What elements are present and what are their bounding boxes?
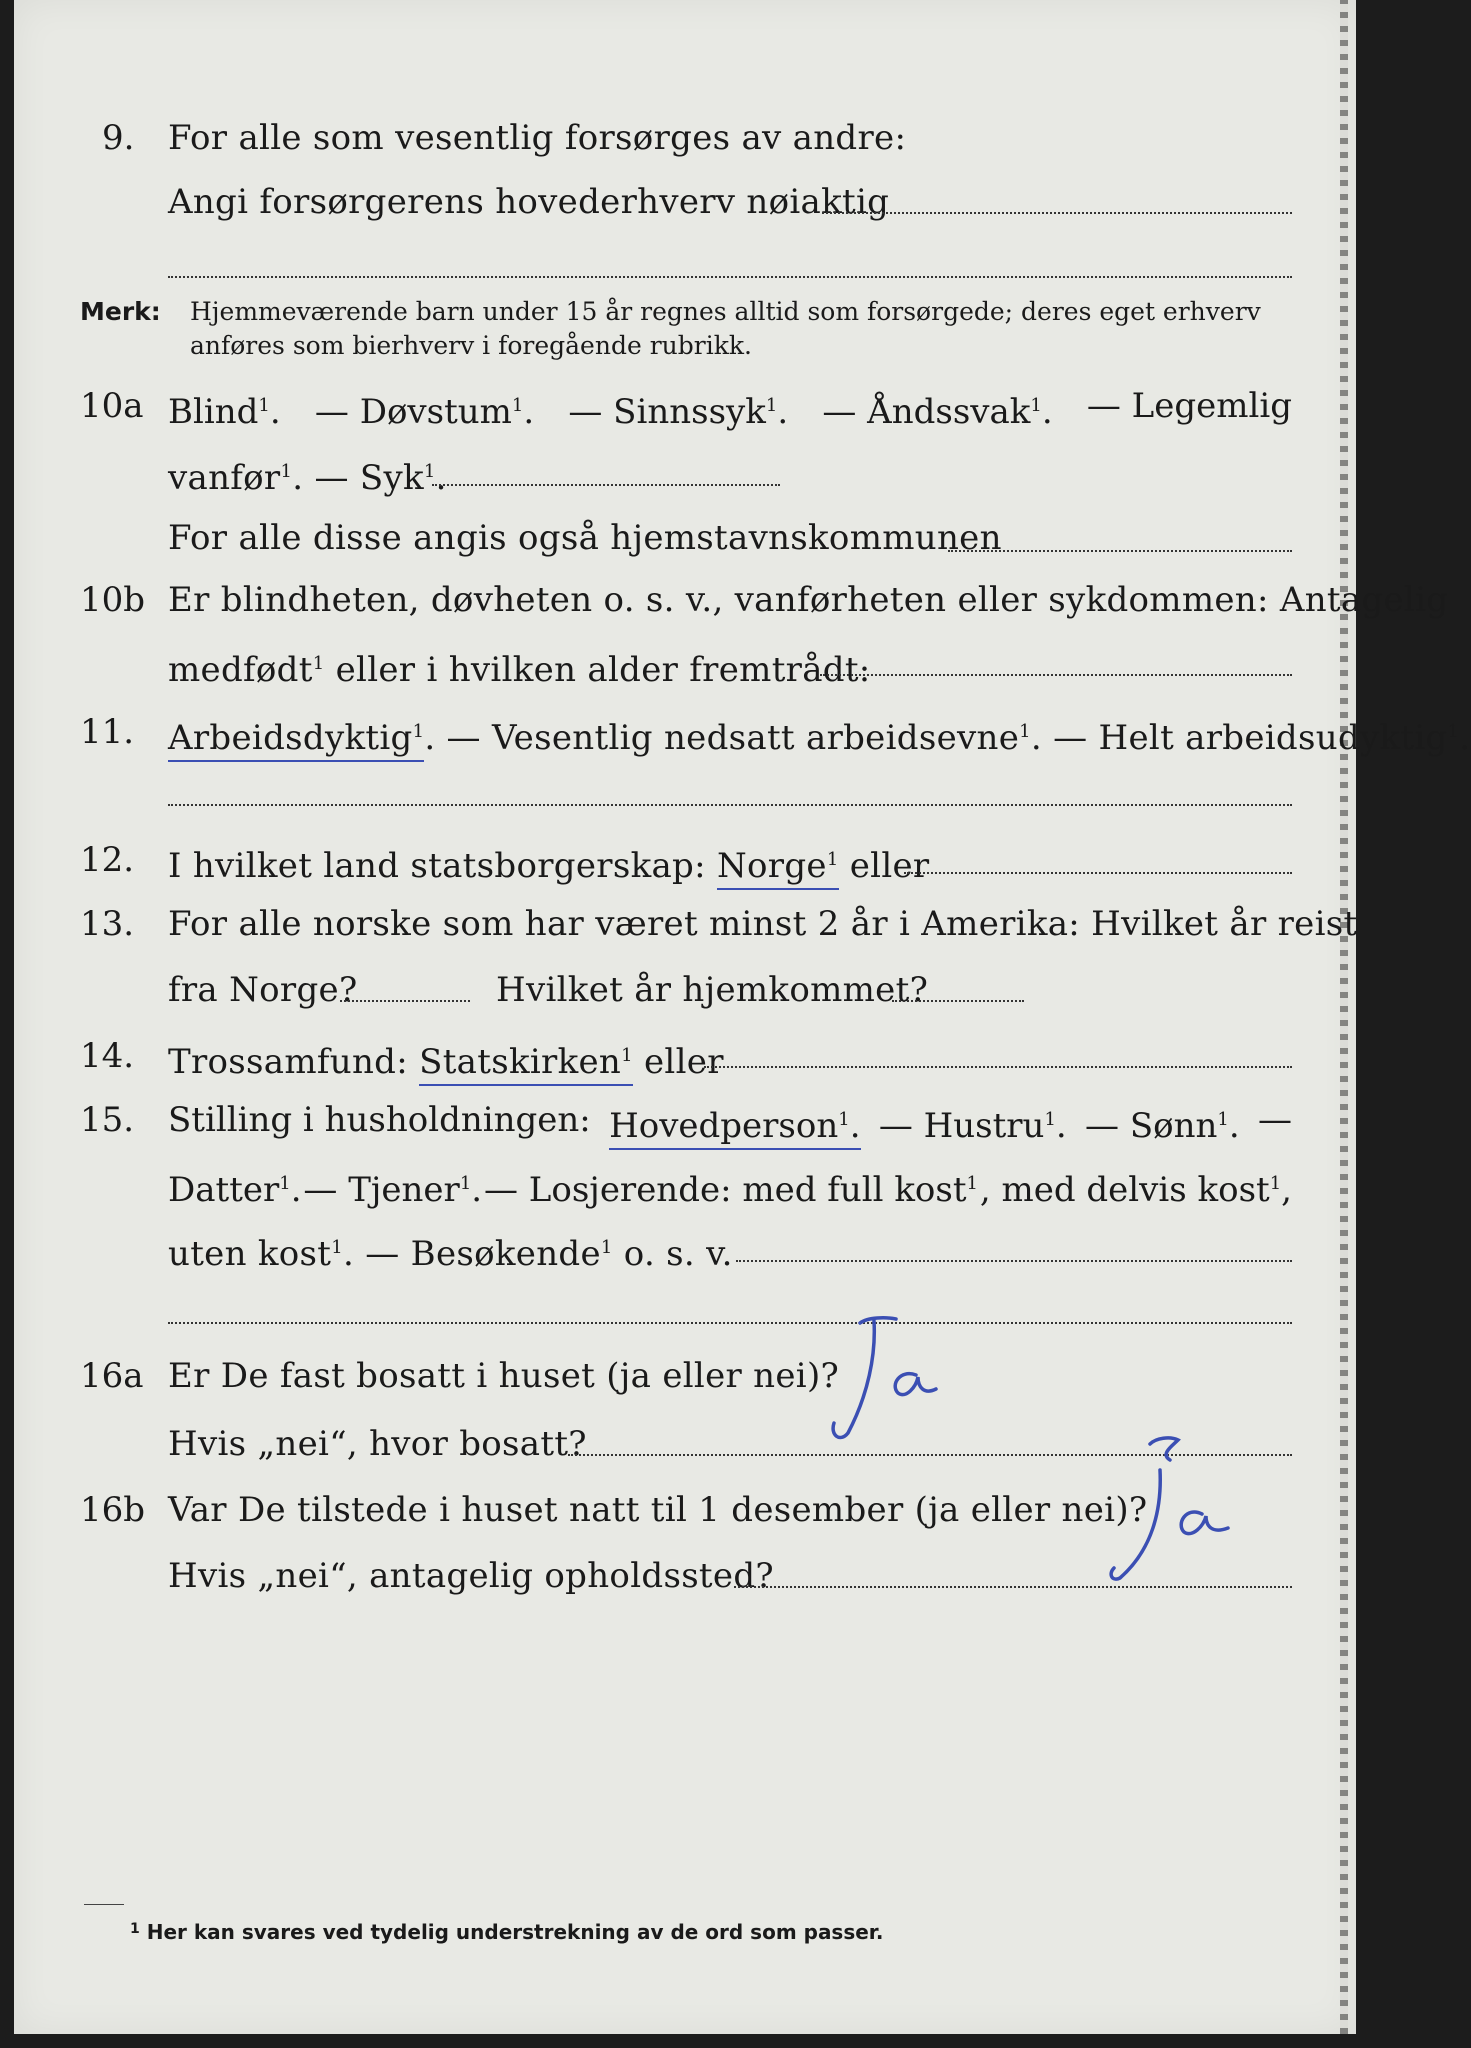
q9-number: 9. <box>102 118 135 158</box>
option-arbeidsudyktig[interactable]: — Helt arbeidsudyktig$^1$. <box>1053 718 1471 758</box>
q15-line2 <box>168 1164 1292 1210</box>
option-tjener[interactable]: — Tjener$^1$. <box>303 1170 483 1210</box>
option-sinnssyk[interactable]: — Sinnssyk$^1$. <box>568 392 789 432</box>
q9-answer-field[interactable] <box>822 212 1292 214</box>
merk-label: Merk: <box>80 297 161 326</box>
q16a-number: 16a <box>80 1356 144 1396</box>
q10a-line2 <box>168 452 447 498</box>
option-medfodt[interactable]: medfødt$^1$ <box>168 650 325 690</box>
q10b-line1: Er blindheten, døvheten o. s. v., vanførheten eller sykdommen: Antagelig <box>168 580 1449 620</box>
q16a-line2: Hvis „nei“, hvor bosatt? <box>168 1424 587 1464</box>
q9-line2: Angi forsørgerens hovederhverv nøiaktig <box>168 182 890 222</box>
q12-other-country-field[interactable] <box>904 872 1292 874</box>
option-datter[interactable]: Datter$^1$. <box>168 1170 302 1210</box>
merk-note <box>80 296 161 328</box>
q10a-line1 <box>168 386 1292 432</box>
q10a-hjemstavn-field[interactable] <box>948 550 1292 552</box>
option-nedsatt-arbeidsevne[interactable]: — Vesentlig nedsatt arbeidsevne$^1$. <box>446 718 1043 758</box>
option-dovstum[interactable]: — Døvstum$^1$. <box>314 392 535 432</box>
q13-reist-field[interactable] <box>340 1000 470 1002</box>
q9-line1: For alle som vesentlig forsørges av andre: <box>168 118 907 158</box>
option-syk[interactable]: — Syk$^1$. <box>314 458 447 498</box>
q10b-alder-field[interactable] <box>820 674 1292 676</box>
option-besokende[interactable]: — Besøkende$^1$ <box>365 1234 613 1274</box>
q14-number: 14. <box>80 1036 135 1076</box>
q13-line2b: Hvilket år hjemkommet? <box>496 970 929 1010</box>
merk-line2: anføres som bierhverv i foregående rubrikk. <box>190 331 752 360</box>
q15-other-field[interactable] <box>736 1260 1292 1262</box>
q10b-line2: medfødt$^1$ eller i hvilken alder fremtrådt: <box>168 650 871 690</box>
q10a-syk-field[interactable] <box>432 484 780 486</box>
q10a-number: 10a <box>80 386 144 426</box>
option-andssvak[interactable]: — Åndssvak$^1$. <box>822 392 1053 432</box>
q16a-handwritten-answer <box>808 1315 968 1445</box>
q16b-line1: Var De tilstede i huset natt til 1 desember (ja eller nei)? <box>168 1490 1148 1530</box>
q16a-line1: Er De fast bosatt i huset (ja eller nei)? <box>168 1356 840 1396</box>
q15-line3: uten kost$^1$. — Besøkende$^1$ o. s. v. <box>168 1234 733 1274</box>
option-delvis-kost[interactable]: , med delvis kost$^1$, <box>979 1170 1292 1210</box>
q11-line1: Arbeidsdyktig$^1$. — Vesentlig nedsatt arbeidsevne$^1$. — Helt arbeidsudyktig$^1$. <box>168 712 1471 758</box>
option-vanfor[interactable]: vanfør$^1$. <box>168 458 304 498</box>
footnote: $^1$ Her kan svares ved tydelig understrekning av de ord som passer. <box>130 1920 884 1944</box>
q15-line1: Stilling i husholdningen: Hovedperson$^1$. — Hustru$^1$. — Sønn$^1$. — <box>168 1100 1292 1150</box>
q14-other-field[interactable] <box>704 1066 1292 1068</box>
q16b-line2: Hvis „nei“, antagelig opholdssted? <box>168 1556 774 1596</box>
q9-answer-field-2[interactable] <box>168 276 1292 278</box>
q16b-handwritten-answer <box>1100 1430 1250 1590</box>
q14-line1: Trossamfund: Statskirken$^1$ eller <box>168 1036 724 1082</box>
option-uten-kost[interactable]: uten kost$^1$. <box>168 1234 355 1274</box>
option-full-kost[interactable]: — Losjerende: med full kost$^1$ <box>483 1170 978 1210</box>
option-sonn[interactable]: — Sønn$^1$. <box>1085 1106 1240 1146</box>
option-arbeidsdyktig[interactable]: Arbeidsdyktig$^1$ <box>168 718 424 762</box>
binding-edge <box>1340 0 1348 2034</box>
option-hovedperson[interactable]: Hovedperson$^1$. <box>609 1100 860 1150</box>
q10a-line3: For alle disse angis også hjemstavnskommunen <box>168 518 1002 558</box>
option-norge[interactable]: Norge$^1$ <box>717 846 839 890</box>
q15-answer-field-2[interactable] <box>168 1322 1292 1324</box>
q10b-number: 10b <box>80 580 146 620</box>
option-statskirken[interactable]: Statskirken$^1$ <box>419 1042 633 1086</box>
q12-number: 12. <box>80 840 135 880</box>
q11-number: 11. <box>80 712 135 752</box>
q13-line1: For alle norske som har været minst 2 år i Amerika: Hvilket år reist <box>168 904 1358 944</box>
q13-hjemkommet-field[interactable] <box>892 1000 1024 1002</box>
merk-line1: Hjemmeværende barn under 15 år regnes alltid som forsørgede; deres eget erhverv <box>190 297 1261 326</box>
q12-line1: I hvilket land statsborgerskap: Norge$^1$ eller <box>168 840 929 886</box>
option-legemlig[interactable]: — Legemlig <box>1086 386 1292 426</box>
q13-number: 13. <box>80 904 135 944</box>
footnote-rule <box>84 1904 124 1905</box>
option-blind[interactable]: Blind$^1$. <box>168 392 281 432</box>
q13-line2a: fra Norge? <box>168 970 358 1010</box>
option-hustru[interactable]: — Hustru$^1$. <box>878 1106 1067 1146</box>
q15-number: 15. <box>80 1100 135 1140</box>
q16b-number: 16b <box>80 1490 146 1530</box>
q11-answer-field[interactable] <box>168 804 1292 806</box>
